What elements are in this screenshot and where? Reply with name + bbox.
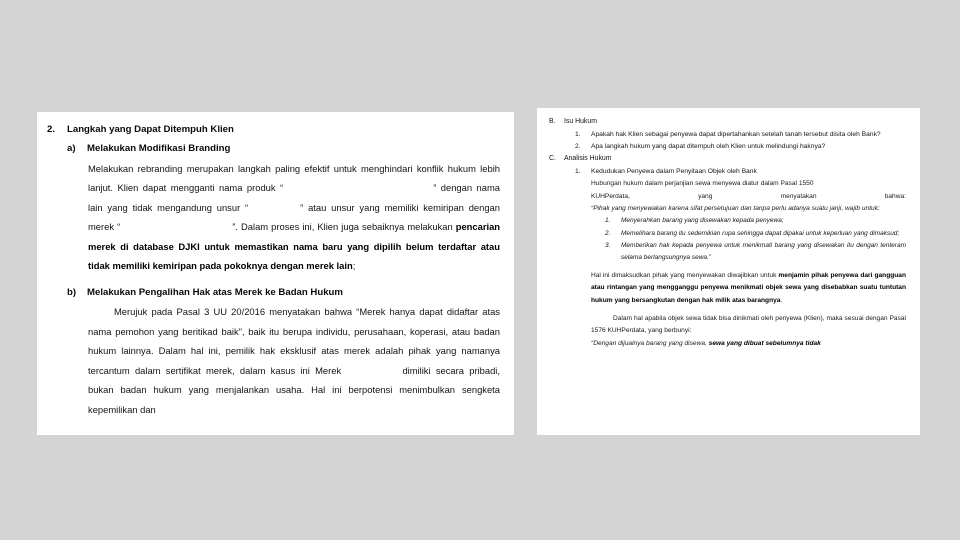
para-seg: Merujuk pada Pasal 3 UU 20/2016 menyatakan bahwa “Merek hanya dapat didaftar atas nama pemohon yang beritikad baik”, baik itu berupa individu, perusahaan, koperasi, atau badan hukum lainnya. Dalam hal ini, pemilik hak eksklusif atas merek adalah pihak yang namanya tercantum dalam sertifikat merek, dalam kasus ini Merek	[88, 306, 500, 376]
quote-item-2	[605, 228, 906, 240]
section-title-b: Isu Hukum	[564, 118, 597, 125]
list-marker: 2.	[575, 143, 581, 150]
right-document-page[interactable]	[537, 108, 920, 435]
subsection-title-a: Melakukan Modifikasi Branding	[87, 143, 231, 154]
para-seg: dimiliki secara pribadi, bukan badan hukum yang menjalankan usaha. Hal ini berpotensi menimbulkan sengketa kepemilikan dan	[88, 364, 500, 415]
quote2-bold: sewa yang dibuat sebelumnya tidak	[708, 339, 821, 347]
para2-bold: menjamin pihak penyewa dari gangguan atau rintangan yang mengganggu penyewa menikmati objek sewa yang disebabkan suatu tuntutan hukum yang bersangkutan dengan hak milik atas barangnya	[591, 272, 906, 304]
quote-intro-text: “Pihak yang menyewakan karena sifat persetujuan dan tanpa perlu adanya suatu janji, wajib untuk:	[591, 205, 880, 212]
quote-1576	[591, 338, 906, 350]
isu-hukum-item-1	[575, 129, 906, 141]
section-heading-c	[549, 153, 906, 166]
section-heading-b	[549, 116, 906, 129]
quote-marker: 2.	[605, 229, 611, 237]
para-seg: ” atau unsur yang memiliki kemiripan dengan merek “	[88, 201, 500, 232]
list-text: Apa langkah hukum yang dapat ditempuh oleh Klien untuk melindungi haknya?	[591, 143, 826, 150]
section-marker-c: C.	[549, 155, 556, 163]
analisis-line-a: Hubungan hukum dalam perjanjian sewa menyewa diatur dalam Pasal 1550	[591, 180, 814, 188]
quote-text: Memelihara barang itu sedemikian rupa sehingga dapat dipakai untuk keperluan yang dimaksud;	[621, 229, 900, 237]
left-document-page[interactable]	[37, 112, 514, 435]
subsection-heading-b	[67, 283, 500, 303]
quote-text: Menyerahkan barang yang disewakan kepada penyewa;	[621, 217, 784, 225]
kuhperdata-yang: yang	[698, 192, 713, 200]
list-marker: 1.	[575, 130, 581, 138]
quote2-plain: “Dengan dijualnya barang yang disewa,	[591, 339, 709, 347]
list-marker: 1.	[575, 168, 581, 175]
section-marker: 2.	[47, 124, 56, 135]
analisis-hukum-item-1	[575, 166, 906, 178]
quote-item-1	[605, 215, 906, 227]
quote-intro-1550	[591, 203, 906, 215]
subsection-marker-a: a)	[67, 143, 76, 154]
left-document-content	[47, 120, 500, 419]
para-seg: ” dengan nama lain yang tidak mengandung unsur “	[88, 182, 500, 213]
analisis-paragraph-2	[591, 270, 906, 307]
kuhperdata-ref: KUHPerdata,	[591, 192, 630, 200]
subsection-marker-b: b)	[67, 286, 77, 298]
paragraph-spacer	[47, 276, 500, 283]
section-heading-2	[47, 120, 500, 139]
para3-text: Dalam hal apabila objek sewa tidak bisa dinikmati oleh penyewa (Klien), maka sesuai dengan Pasal 1576 KUHPerdata, yang berbunyi:	[591, 315, 906, 335]
analisis-paragraph-3	[591, 313, 906, 338]
kuhperdata-menyatakan: menyatakan	[780, 192, 817, 200]
kuhperdata-bahwa: bahwa:	[884, 192, 906, 200]
subsection-heading-a	[67, 139, 500, 159]
isu-hukum-item-2	[575, 141, 906, 153]
para-seg: ;	[352, 260, 356, 271]
quote-marker: 1.	[605, 217, 611, 225]
section-marker-b: B.	[549, 118, 556, 125]
section-title: Langkah yang Dapat Ditempuh Klien	[67, 124, 234, 135]
analisis-paragraph-1-line-b	[591, 191, 906, 203]
right-document-content	[549, 116, 906, 350]
list-text: Apakah hak Klien sebagai penyewa dapat dipertahankan setelah tanah tersebut disita oleh Bank?	[591, 130, 881, 138]
para-seg: ”. Dalam proses ini, Klien juga sebaiknya melakukan	[232, 221, 456, 232]
paragraph-b-body	[88, 302, 500, 419]
para2-plain-start: Hal ini dimaksudkan pihak yang menyewakan diwajibkan untuk	[591, 272, 779, 280]
list-text: Kedudukan Penyewa dalam Penyitaan Objek oleh Bank	[591, 168, 757, 175]
subsection-title-b: Melakukan Pengalihan Hak atas Merek ke Badan Hukum	[87, 286, 343, 298]
para2-plain-end: .	[780, 296, 783, 304]
analisis-paragraph-1	[591, 178, 906, 190]
quote-marker: 3.	[605, 241, 611, 249]
quote-item-3	[605, 240, 906, 264]
paragraph-a-body	[88, 159, 500, 276]
para-seg: Melakukan rebranding merupakan langkah paling efektif untuk menghindari konflik hukum lebih lanjut. Klien dapat mengganti nama produk “	[88, 162, 500, 193]
quote-text: Memberikan hak kepada penyewa untuk menikmati barang yang disewakan itu dengan tenteram selama berlangsungnya sewa.”	[621, 241, 906, 261]
para-seg-bold: pencarian merek di database DJKI untuk memastikan nama baru yang dipilih belum terdaftar atau tidak memiliki kemiripan pada pokoknya dengan merek lain	[88, 221, 501, 271]
section-title-c: Analisis Hukum	[564, 155, 612, 163]
